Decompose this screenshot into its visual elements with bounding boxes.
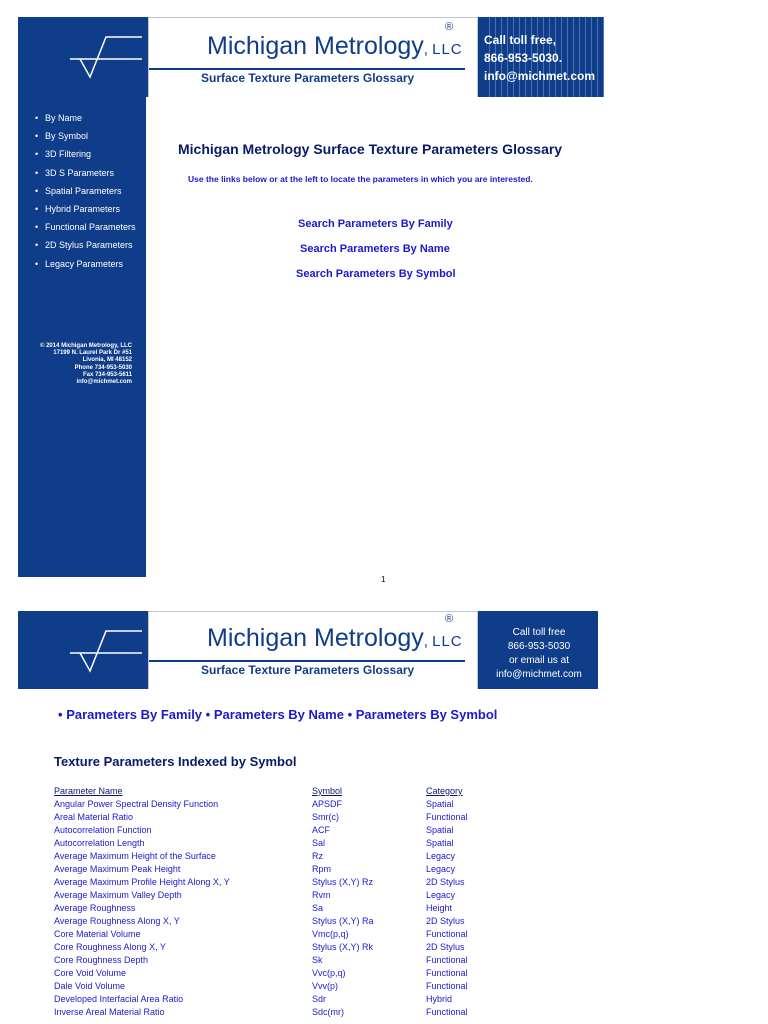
banner-tagline: Surface Texture Parameters Glossary [201, 71, 415, 85]
sidebar-item-label: By Name [45, 113, 83, 123]
sidebar-item-label: Functional Parameters [45, 222, 136, 233]
page-title: Michigan Metrology Surface Texture Parameters Glossary [178, 141, 563, 157]
link-by-name[interactable]: Parameters By Name [213, 707, 344, 722]
copyright-line: © 2014 Michigan Metrology, LLC [40, 343, 132, 349]
link-by-symbol[interactable]: Parameters By Symbol [355, 707, 498, 722]
category-cell: Functional [426, 812, 468, 822]
sidebar-item-2d-stylus[interactable] [18, 236, 136, 254]
email-line[interactable]: info@michmet.com [76, 379, 132, 386]
category-cell: Functional [426, 929, 468, 939]
sidebar-item-by-name[interactable] [18, 109, 136, 127]
symbol-cell: Sdc(mr) [312, 1007, 344, 1017]
table-row[interactable] [54, 955, 514, 968]
bullet-icon: • [35, 167, 39, 178]
company-name: Michigan Metrology, LLC [207, 624, 463, 652]
bullet-icon: • [35, 240, 39, 251]
category-cell: 2D Stylus [426, 916, 465, 926]
category-cell: Hybrid [426, 994, 453, 1004]
bullet-icon: • [205, 707, 211, 722]
page2-banner [18, 611, 598, 689]
bullet-icon: • [35, 131, 39, 142]
banner-tagline: Surface Texture Parameters Glossary [201, 663, 415, 677]
parameter-name-cell[interactable]: Average Roughness Along X, Y [54, 916, 180, 926]
parameter-name-cell[interactable]: Developed Interfacial Area Ratio [54, 994, 184, 1004]
category-cell: Spatial [426, 838, 454, 848]
link-search-by-symbol[interactable]: Search Parameters By Symbol [296, 268, 456, 280]
category-cell: Legacy [426, 851, 456, 861]
index-title: Texture Parameters Indexed by Symbol [54, 754, 297, 769]
link-by-family[interactable]: Parameters By Family [66, 707, 203, 722]
family-nav [58, 707, 497, 722]
symbol-cell: Stylus (X,Y) Rz [312, 877, 374, 887]
contact-line: Call toll free [512, 627, 566, 638]
contact-info [480, 626, 598, 682]
bullet-icon: • [35, 203, 39, 214]
sidebar-item-label: 2D Stylus Parameters [45, 240, 133, 251]
parameter-name-cell[interactable]: Core Void Volume [54, 968, 127, 978]
contact-line: Call toll free, [484, 33, 557, 47]
sidebar-item-3d-filtering[interactable] [18, 145, 136, 163]
phone-line: Phone 734-953-5030 [74, 364, 132, 371]
copyright-block [40, 343, 132, 386]
parameter-name-cell[interactable]: Dale Void Volume [54, 981, 126, 991]
table-row[interactable] [54, 929, 514, 942]
symbol-cell: ACF [312, 825, 330, 835]
symbol-cell: Sdr [312, 994, 327, 1004]
parameter-name-cell[interactable]: Average Roughness [54, 903, 136, 913]
contact-line: or email us at [508, 655, 570, 666]
symbol-cell: Sal [312, 838, 326, 848]
surface-finish-logo-icon [68, 29, 148, 85]
table-row[interactable] [54, 851, 514, 864]
address-city: Livonia, MI 48152 [82, 357, 132, 364]
logo-rule [149, 660, 465, 662]
table-row[interactable] [54, 903, 514, 916]
column-header-category: Category [426, 786, 463, 796]
registered-mark: ® [445, 21, 454, 33]
category-cell: Functional [426, 955, 468, 965]
bullet-icon: • [347, 707, 353, 722]
column-header-name: Parameter Name [54, 786, 123, 796]
symbol-cell: Rpm [312, 864, 332, 874]
parameter-name-cell[interactable]: Autocorrelation Length [54, 838, 145, 848]
parameter-name-cell[interactable]: Average Maximum Height of the Surface [54, 851, 216, 861]
intro-text: Use the links below or at the left to locate the parameters in which you are interested. [188, 174, 533, 184]
page-number: 1 [381, 575, 386, 584]
category-cell: Functional [426, 981, 468, 991]
company-name: Michigan Metrology, LLC [207, 32, 463, 60]
symbol-cell: Rvm [312, 890, 331, 900]
table-row[interactable] [54, 994, 514, 1007]
table-row[interactable] [54, 799, 514, 812]
sidebar-item-label: Hybrid Parameters [45, 203, 121, 214]
table-row[interactable] [54, 916, 514, 929]
symbol-cell: Sk [312, 955, 323, 965]
parameter-name-cell[interactable]: Core Roughness Depth [54, 955, 149, 965]
sidebar-item-hybrid[interactable] [18, 200, 136, 218]
address-line: 17199 N. Laurel Park Dr #51 [53, 350, 132, 357]
sidebar [18, 97, 146, 577]
parameter-name-cell[interactable]: Inverse Areal Material Ratio [54, 1007, 165, 1017]
contact-email[interactable]: info@michmet.com [484, 69, 596, 83]
symbol-cell: Sa [312, 903, 324, 913]
category-cell: Legacy [426, 864, 456, 874]
table-row[interactable] [54, 890, 514, 903]
symbol-cell: Vvv(p) [312, 981, 339, 991]
sidebar-nav [18, 109, 136, 273]
table-row[interactable] [54, 942, 514, 955]
contact-phone: 866-953-5030 [507, 641, 571, 652]
category-cell: Height [426, 903, 453, 913]
table-header [54, 786, 514, 799]
table-row[interactable] [54, 1007, 514, 1020]
surface-finish-logo-icon [68, 623, 148, 679]
sidebar-item-label: Spatial Parameters [45, 185, 122, 196]
sidebar-item-label: By Symbol [45, 131, 89, 142]
symbol-cell: Stylus (X,Y) Rk [312, 942, 374, 952]
category-cell: Legacy [426, 890, 456, 900]
symbol-cell: Rz [312, 851, 323, 861]
fax-line: Fax 734-953-5611 [82, 371, 132, 378]
logo-rule [149, 68, 465, 70]
table-row[interactable] [54, 968, 514, 981]
category-cell: 2D Stylus [426, 942, 465, 952]
sidebar-item-legacy[interactable] [18, 255, 136, 273]
sidebar-item-label: Legacy Parameters [45, 258, 124, 269]
sidebar-item-functional[interactable] [18, 218, 136, 236]
parameter-name-cell[interactable]: Autocorrelation Function [54, 825, 152, 835]
bullet-icon: • [35, 258, 39, 269]
parameter-name-cell[interactable]: Core Material Volume [54, 929, 141, 939]
contact-info [484, 31, 595, 85]
table-row[interactable] [54, 877, 514, 890]
symbol-cell: Vmc(p,q) [312, 929, 349, 939]
parameter-name-cell[interactable]: Areal Material Ratio [54, 812, 134, 822]
parameter-name-cell[interactable]: Angular Power Spectral Density Function [54, 799, 219, 809]
link-search-by-family[interactable]: Search Parameters By Family [298, 218, 453, 230]
table-row[interactable] [54, 864, 514, 877]
parameter-name-cell[interactable]: Average Maximum Valley Depth [54, 890, 182, 900]
symbol-cell: Smr(c) [312, 812, 339, 822]
sidebar-item-label: 3D Filtering [45, 149, 92, 160]
sidebar-item-3d-s-parameters[interactable] [18, 164, 136, 182]
contact-email[interactable]: info@michmet.com [496, 669, 582, 680]
category-cell: Functional [426, 1007, 468, 1017]
table-row[interactable] [54, 981, 514, 994]
contact-phone: 866-953-5030. [484, 51, 563, 65]
bullet-icon: • [35, 113, 39, 123]
logo-box [148, 17, 478, 97]
symbol-cell: Stylus (X,Y) Ra [312, 916, 374, 926]
bullet-icon: • [35, 185, 39, 196]
sidebar-item-spatial[interactable] [18, 182, 136, 200]
registered-mark: ® [445, 613, 454, 625]
page1-banner [18, 17, 604, 97]
logo-box [148, 611, 478, 689]
parameter-name-cell[interactable]: Core Roughness Along X, Y [54, 942, 166, 952]
category-cell: 2D Stylus [426, 877, 465, 887]
table-row[interactable] [54, 825, 514, 838]
column-header-symbol: Symbol [312, 786, 343, 796]
symbol-cell: Vvc(p,q) [312, 968, 346, 978]
category-cell: Functional [426, 968, 468, 978]
category-cell: Spatial [426, 799, 454, 809]
parameter-name-cell[interactable]: Average Maximum Peak Height [54, 864, 181, 874]
symbol-cell: APSDF [312, 799, 343, 809]
category-cell: Spatial [426, 825, 454, 835]
bullet-icon: • [58, 707, 63, 722]
table-row[interactable] [54, 812, 514, 825]
sidebar-item-label: 3D S Parameters [45, 167, 115, 178]
parameter-name-cell[interactable]: Average Maximum Profile Height Along X, Y [54, 877, 230, 887]
bullet-icon: • [35, 222, 39, 233]
bullet-icon: • [35, 149, 39, 160]
link-search-by-name[interactable]: Search Parameters By Name [300, 243, 450, 255]
table-row[interactable] [54, 838, 514, 851]
sidebar-item-by-symbol[interactable] [18, 127, 136, 145]
